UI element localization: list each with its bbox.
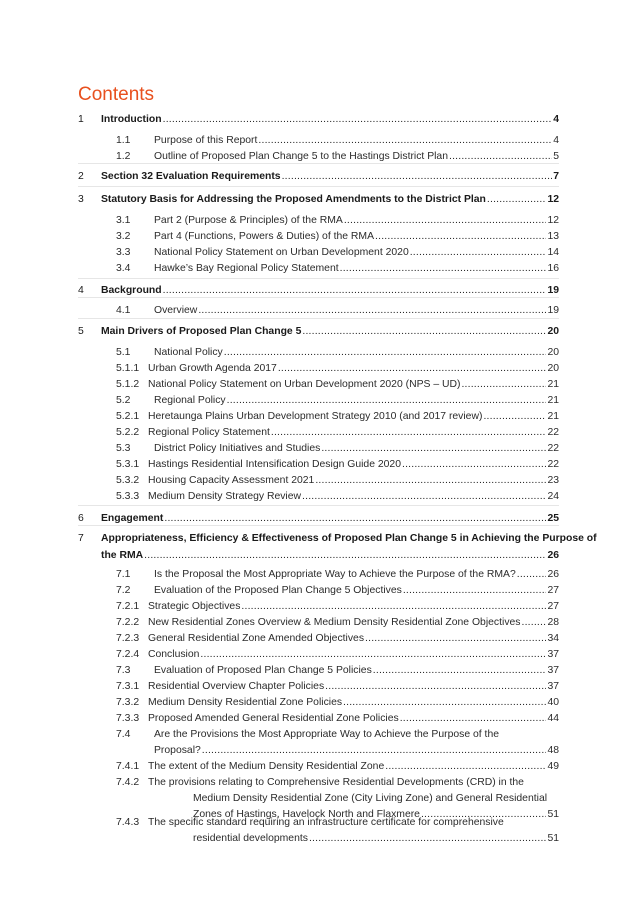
toc-entry[interactable]	[116, 214, 559, 228]
toc-leader-dots	[227, 394, 547, 408]
toc-entry-number: 5.1.1	[116, 363, 140, 374]
section-divider	[78, 505, 559, 506]
toc-entry-continuation	[193, 792, 559, 806]
toc-entry-number: 7	[78, 533, 84, 544]
toc-entry-number: 1.2	[116, 151, 131, 162]
toc-entry-page: 24	[547, 491, 559, 502]
toc-entry-page: 4	[553, 114, 559, 125]
toc-entry-number: 3.2	[116, 231, 131, 242]
toc-entry-first-line	[116, 728, 499, 742]
toc-entry-first-line	[116, 776, 524, 790]
toc-entry-page: 26	[547, 550, 559, 561]
toc-entry-number: 5.3.2	[116, 475, 140, 486]
toc-entry-number: 5.3.1	[116, 459, 140, 470]
toc-entry-page: 21	[547, 411, 559, 422]
toc-entry-page: 13	[547, 231, 559, 242]
contents-heading: Contents	[78, 84, 155, 105]
toc-leader-dots	[309, 832, 546, 846]
toc-entry-page: 12	[547, 194, 559, 205]
toc-entry-number: 3	[78, 194, 84, 205]
toc-entry-title: Section 32 Evaluation Requirements	[101, 171, 281, 182]
toc-entry-title: Purpose of this Report	[154, 135, 258, 146]
toc-entry-page: 22	[547, 443, 559, 454]
toc-entry[interactable]	[116, 426, 559, 440]
toc-entry-page: 51	[547, 809, 559, 820]
toc-entry[interactable]	[116, 262, 559, 276]
toc-entry-page: 27	[547, 601, 559, 612]
toc-entry[interactable]	[116, 696, 559, 710]
toc-entry-number: 5.3.3	[116, 491, 140, 502]
toc-entry-number: 7.4.3	[116, 817, 140, 828]
toc-entry-title: Urban Growth Agenda 2017	[148, 363, 277, 374]
toc-entry-title: Part 4 (Functions, Powers & Duties) of the RMA	[154, 231, 375, 242]
toc-entry[interactable]	[116, 246, 559, 260]
section-divider	[78, 318, 559, 319]
toc-entry-number: 1.1	[116, 135, 131, 146]
toc-entry-number: 7.3.1	[116, 681, 140, 692]
toc-entry-page: 19	[547, 305, 559, 316]
toc-entry-page: 37	[547, 681, 559, 692]
toc-entry-page: 22	[547, 427, 559, 438]
toc-entry-number: 7.3	[116, 665, 131, 676]
toc-entry-title: National Policy	[154, 347, 223, 358]
toc-leader-dots	[365, 632, 546, 646]
toc-entry[interactable]	[116, 378, 559, 392]
toc-entry-title: Medium Density Residential Zone Policies	[148, 697, 343, 708]
toc-entry-page: 28	[547, 617, 559, 628]
toc-leader-dots	[325, 680, 546, 694]
toc-entry-page: 51	[547, 833, 559, 844]
toc-entry-title: Background	[101, 285, 162, 296]
toc-entry[interactable]	[78, 325, 559, 339]
toc-leader-dots	[278, 362, 547, 376]
toc-entry-continuation	[154, 744, 559, 758]
toc-entry-page: 37	[547, 665, 559, 676]
toc-entry-number: 7.4.2	[116, 777, 140, 788]
toc-entry-continuation	[101, 549, 559, 563]
toc-leader-dots	[344, 214, 547, 228]
toc-entry-number: 5.1.2	[116, 379, 140, 390]
toc-entry-page: 27	[547, 585, 559, 596]
toc-entry-page: 40	[547, 697, 559, 708]
toc-entry-title: Are the Provisions the Most Appropriate Way to Achieve the Purpose of the	[154, 729, 500, 740]
toc-entry-title: Evaluation of Proposed Plan Change 5 Policies	[154, 665, 372, 676]
toc-entry-page: 16	[547, 263, 559, 274]
toc-entry-page: 25	[547, 513, 559, 524]
toc-entry-page: 34	[547, 633, 559, 644]
toc-leader-dots	[224, 346, 547, 360]
toc-entry[interactable]	[116, 490, 559, 504]
toc-entry[interactable]	[116, 632, 559, 646]
toc-entry-title: The extent of the Medium Density Residential Zone	[148, 761, 385, 772]
toc-leader-dots	[144, 549, 546, 563]
toc-entry-title-continued: the RMA	[101, 550, 144, 561]
toc-entry[interactable]	[116, 362, 559, 376]
toc-entry-page: 21	[547, 379, 559, 390]
toc-entry[interactable]	[116, 410, 559, 424]
toc-entry-title: Residential Overview Chapter Policies	[148, 681, 325, 692]
toc-entry-title: Hastings Residential Intensification Design Guide 2020	[148, 459, 401, 470]
toc-leader-dots	[373, 664, 547, 678]
toc-entry[interactable]	[116, 394, 559, 408]
toc-entry-number: 5.2	[116, 395, 131, 406]
toc-entry-first-line	[116, 816, 504, 830]
toc-entry-title: Main Drivers of Proposed Plan Change 5	[101, 326, 302, 337]
toc-entry-number: 3.3	[116, 247, 131, 258]
toc-entry-page: 44	[547, 713, 559, 724]
toc-entry-title: Is the Proposal the Most Appropriate Way to Achieve the Purpose of the RMA?	[154, 569, 516, 580]
toc-entry-title: Housing Capacity Assessment 2021	[148, 475, 315, 486]
toc-entry-first-line	[78, 532, 597, 546]
toc-entry-page: 20	[547, 363, 559, 374]
toc-entry-title: Evaluation of the Proposed Plan Change 5 Objectives	[154, 585, 402, 596]
toc-entry-page: 20	[547, 347, 559, 358]
toc-entry-title: Conclusion	[148, 649, 200, 660]
toc-leader-dots	[163, 113, 553, 127]
toc-entry-number: 4.1	[116, 305, 131, 316]
toc-leader-dots	[483, 410, 546, 424]
toc-leader-dots	[202, 744, 547, 758]
toc-leader-dots	[315, 474, 546, 488]
toc-entry-title: Statutory Basis for Addressing the Proposed Amendments to the District Plan	[101, 194, 486, 205]
toc-leader-dots	[302, 325, 546, 339]
toc-leader-dots	[410, 246, 547, 260]
toc-entry[interactable]	[116, 442, 559, 456]
toc-entry-continuation	[193, 832, 559, 846]
toc-leader-dots	[200, 648, 546, 662]
toc-leader-dots	[302, 490, 546, 504]
toc-leader-dots	[461, 378, 546, 392]
toc-leader-dots	[522, 616, 547, 630]
toc-entry-number: 7.4.1	[116, 761, 140, 772]
toc-entry-title-continued: Medium Density Residential Zone (City Living Zone) and General Residential	[193, 793, 548, 804]
toc-entry-number: 4	[78, 285, 84, 296]
toc-entry-number: 7.2.4	[116, 649, 140, 660]
toc-entry-title: National Policy Statement on Urban Development 2020	[154, 247, 409, 258]
toc-entry-title: General Residential Zone Amended Objectives	[148, 633, 365, 644]
toc-entry-title: Medium Density Strategy Review	[148, 491, 302, 502]
toc-entry-title-continued: Zones of Hastings, Havelock North and Flaxmere	[193, 809, 420, 820]
toc-leader-dots	[449, 150, 552, 164]
toc-entry-title-continued: Proposal?	[154, 745, 201, 756]
toc-entry-page: 5	[553, 151, 559, 162]
toc-entry[interactable]	[116, 568, 559, 582]
toc-entry-page: 12	[547, 215, 559, 226]
toc-entry-number: 7.2.1	[116, 601, 140, 612]
toc-entry-title: Hawke’s Bay Regional Policy Statement	[154, 263, 339, 274]
toc-entry-title: The specific standard requiring an infrastructure certificate for comprehensive	[148, 817, 504, 828]
toc-entry-number: 5.3	[116, 443, 131, 454]
toc-entry[interactable]	[116, 584, 559, 598]
toc-entry-number: 7.3.3	[116, 713, 140, 724]
section-divider	[78, 163, 559, 164]
toc-entry[interactable]	[116, 474, 559, 488]
toc-entry-page: 14	[547, 247, 559, 258]
toc-entry-title: Regional Policy	[154, 395, 226, 406]
toc-entry[interactable]	[116, 600, 559, 614]
section-divider	[78, 278, 559, 279]
toc-entry[interactable]	[78, 284, 559, 298]
toc-leader-dots	[163, 284, 547, 298]
toc-entry-page: 20	[547, 326, 559, 337]
toc-entry[interactable]	[78, 512, 559, 526]
toc-entry[interactable]	[116, 150, 559, 164]
toc-entry[interactable]	[116, 664, 559, 678]
toc-entry-title: Outline of Proposed Plan Change 5 to the Hastings District Plan	[154, 151, 448, 162]
section-divider	[78, 186, 559, 187]
toc-leader-dots	[403, 584, 547, 598]
toc-entry-number: 7.2.2	[116, 617, 140, 628]
toc-leader-dots	[198, 304, 546, 318]
toc-entry-page: 21	[547, 395, 559, 406]
toc-entry-page: 19	[547, 285, 559, 296]
toc-entry[interactable]	[116, 304, 559, 318]
section-divider	[78, 297, 559, 298]
toc-entry-title: District Policy Initiatives and Studies	[154, 443, 321, 454]
toc-entry-title: The provisions relating to Comprehensive Residential Developments (CRD) in the	[148, 777, 524, 788]
toc-entry-number: 6	[78, 513, 84, 524]
toc-entry-page: 7	[553, 171, 559, 182]
toc-entry-title: Introduction	[101, 114, 162, 125]
toc-entry-number: 3.1	[116, 215, 131, 226]
toc-entry-title: New Residential Zones Overview & Medium Density Residential Zone Objectives	[148, 617, 521, 628]
toc-entry[interactable]	[78, 113, 559, 127]
toc-entry-number: 5	[78, 326, 84, 337]
toc-entry[interactable]	[116, 346, 559, 360]
section-divider	[78, 525, 559, 526]
toc-entry-page: 4	[553, 135, 559, 146]
toc-leader-dots	[321, 442, 546, 456]
toc-leader-dots	[400, 712, 547, 726]
toc-leader-dots	[343, 696, 546, 710]
toc-entry-title: Overview	[154, 305, 198, 316]
toc-entry-number: 3.4	[116, 263, 131, 274]
toc-entry[interactable]	[116, 648, 559, 662]
toc-entry[interactable]	[116, 230, 559, 244]
toc-leader-dots	[487, 193, 547, 207]
toc-entry-page: 26	[547, 569, 559, 580]
toc-entry-title: Strategic Objectives	[148, 601, 241, 612]
toc-entry[interactable]	[116, 680, 559, 694]
toc-leader-dots	[164, 512, 546, 526]
toc-entry-number: 5.2.1	[116, 411, 140, 422]
toc-entry[interactable]	[116, 712, 559, 726]
toc-leader-dots	[402, 458, 546, 472]
toc-entry-page: 37	[547, 649, 559, 660]
toc-leader-dots	[340, 262, 547, 276]
toc-entry-page: 48	[547, 745, 559, 756]
toc-leader-dots	[375, 230, 546, 244]
toc-entry-title: Appropriateness, Efficiency & Effectiveness of Proposed Plan Change 5 in Achieving the Purpose of	[101, 533, 597, 544]
toc-entry-number: 1	[78, 114, 84, 125]
toc-entry-number: 7.4	[116, 729, 131, 740]
toc-entry[interactable]	[116, 760, 559, 774]
toc-entry-title: Part 2 (Purpose & Principles) of the RMA	[154, 215, 343, 226]
toc-entry-title: Engagement	[101, 513, 164, 524]
toc-entry-page: 22	[547, 459, 559, 470]
toc-leader-dots	[517, 568, 547, 582]
toc-entry-number: 5.1	[116, 347, 131, 358]
toc-entry-number: 7.3.2	[116, 697, 140, 708]
toc-entry-number: 2	[78, 171, 84, 182]
toc-entry[interactable]	[116, 458, 559, 472]
toc-entry-number: 7.1	[116, 569, 131, 580]
toc-leader-dots	[258, 134, 552, 148]
toc-entry-number: 5.2.2	[116, 427, 140, 438]
toc-entry-number: 7.2	[116, 585, 131, 596]
toc-entry[interactable]	[116, 616, 559, 630]
toc-leader-dots	[241, 600, 546, 614]
toc-entry-number: 7.2.3	[116, 633, 140, 644]
toc-entry-title: Heretaunga Plains Urban Development Strategy 2010 (and 2017 review)	[148, 411, 483, 422]
toc-entry-title: Proposed Amended General Residential Zone Policies	[148, 713, 399, 724]
toc-entry-title: National Policy Statement on Urban Development 2020 (NPS – UD)	[148, 379, 461, 390]
toc-entry-page: 49	[547, 761, 559, 772]
toc-entry-page: 23	[547, 475, 559, 486]
toc-entry-title: Regional Policy Statement	[148, 427, 270, 438]
toc-leader-dots	[385, 760, 546, 774]
toc-entry-title-continued: residential developments	[193, 833, 308, 844]
toc-leader-dots	[271, 426, 547, 440]
toc-entry[interactable]	[78, 170, 559, 184]
toc-leader-dots	[282, 170, 553, 184]
toc-entry[interactable]	[78, 193, 559, 207]
toc-entry[interactable]	[116, 134, 559, 148]
